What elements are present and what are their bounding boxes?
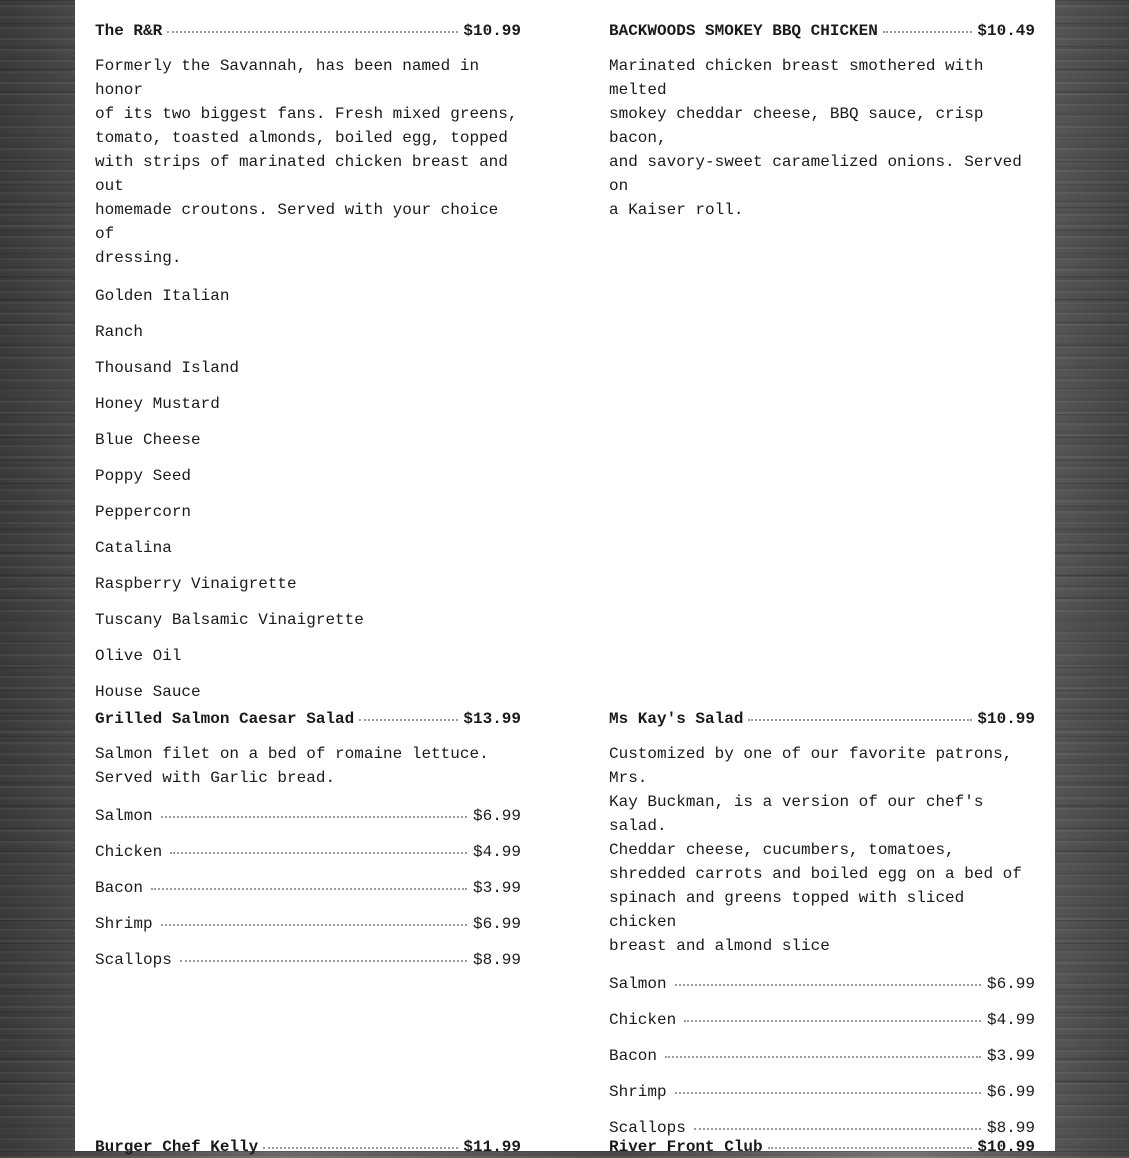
item-name: River Front Club [609,1138,763,1156]
addon-list [609,975,1035,1155]
item-description: Salmon filet on a bed of romaine lettuce. Served with Garlic bread. [95,745,489,787]
item-price: $10.99 [977,710,1035,728]
dressing-option: Tuscany Balsamic Vinaigrette [95,611,364,629]
item-header [95,20,521,42]
dressing-option: Catalina [95,539,172,557]
item-price: $11.99 [463,1138,521,1156]
menu-item-river-front-club [609,1136,1035,1158]
item-description: Formerly the Savannah, has been named in honor of its two biggest fans. Fresh mixed greens, tomato, toasted almonds, boiled egg, topped with strips of marinated chicken breast and out homemade croutons. Served with your choice of dressing. [95,57,518,267]
item-header [609,708,1035,730]
item-header [609,20,1035,42]
item-price: $10.49 [977,22,1035,40]
addon-name: Bacon [609,1047,658,1065]
dressing-option: House Sauce [95,683,201,701]
menu-item-ms-kays-salad [609,708,1035,1155]
dot-leader [665,1056,981,1058]
addon-row [609,1083,1035,1119]
addon-name: Chicken [609,1011,677,1029]
dot-leader [170,852,467,854]
menu-panel [75,0,1055,1156]
addon-price: $8.99 [472,951,521,969]
addon-name: Salmon [95,807,153,825]
item-header [95,708,521,730]
addon-name: Shrimp [609,1083,667,1101]
addon-row [95,915,521,951]
dot-leader [151,888,467,890]
addon-price: $6.99 [472,807,521,825]
item-name: The R&R [95,22,163,40]
dot-leader [675,984,981,986]
item-description: Customized by one of our favorite patrons, Mrs. Kay Buckman, is a version of our chef's salad. Cheddar cheese, cucumbers, tomatoes, shredded carrots and boiled egg on a bed of spinach and greens topped with sliced chicken breast and almond slice [609,745,1022,955]
menu-item-salmon-caesar [95,708,521,987]
dot-leader [675,1092,981,1094]
dot-leader [167,31,458,33]
addon-price: $3.99 [986,1047,1035,1065]
dot-leader [768,1147,973,1149]
item-header [609,1136,1035,1158]
addon-name: Shrimp [95,915,153,933]
item-name: Ms Kay's Salad [609,710,744,728]
menu-item-burger-chef-kelly [95,1136,521,1158]
addon-name: Scallops [95,951,172,969]
dot-leader [359,719,458,721]
item-price: $13.99 [463,710,521,728]
dot-leader [883,31,973,33]
dressing-option: Honey Mustard [95,395,220,413]
dressing-option: Olive Oil [95,647,182,665]
dressing-option: Raspberry Vinaigrette [95,575,297,593]
menu-item-rr [95,20,521,719]
menu-item-bbq-chicken [609,20,1035,222]
addon-name: Chicken [95,843,163,861]
item-header [95,1136,521,1158]
addon-price: $6.99 [472,915,521,933]
addon-name: Salmon [609,975,667,993]
item-description: Marinated chicken breast smothered with melted smokey cheddar cheese, BBQ sauce, crisp bacon, and savory-sweet caramelized onions. Served on a Kaiser roll. [609,57,1022,219]
dressing-option: Golden Italian [95,287,230,305]
dressing-option: Blue Cheese [95,431,201,449]
dot-leader [694,1128,981,1130]
dressing-option: Ranch [95,323,144,341]
addon-row [95,807,521,843]
dot-leader [684,1020,981,1022]
addon-row [95,879,521,915]
addon-name: Bacon [95,879,144,897]
addon-price: $4.99 [472,843,521,861]
dressing-option: Thousand Island [95,359,240,377]
addon-row [609,1011,1035,1047]
item-price: $10.99 [463,22,521,40]
addon-row [609,1047,1035,1083]
addon-list [95,807,521,987]
addon-row [95,951,521,987]
dot-leader [748,719,972,721]
item-name: Burger Chef Kelly [95,1138,259,1156]
dressing-list [95,287,521,719]
addon-price: $6.99 [986,1083,1035,1101]
addon-price: $6.99 [986,975,1035,993]
dot-leader [161,816,467,818]
addon-row [95,843,521,879]
dot-leader [180,960,467,962]
addon-name: Scallops [609,1119,686,1137]
dot-leader [263,1147,458,1149]
item-name: Grilled Salmon Caesar Salad [95,710,355,728]
item-name: BACKWOODS SMOKEY BBQ CHICKEN [609,22,878,40]
addon-price: $8.99 [986,1119,1035,1137]
dressing-option: Poppy Seed [95,467,192,485]
dressing-option: Peppercorn [95,503,192,521]
addon-row [609,975,1035,1011]
dot-leader [161,924,467,926]
item-price: $10.99 [977,1138,1035,1156]
addon-price: $4.99 [986,1011,1035,1029]
addon-price: $3.99 [472,879,521,897]
